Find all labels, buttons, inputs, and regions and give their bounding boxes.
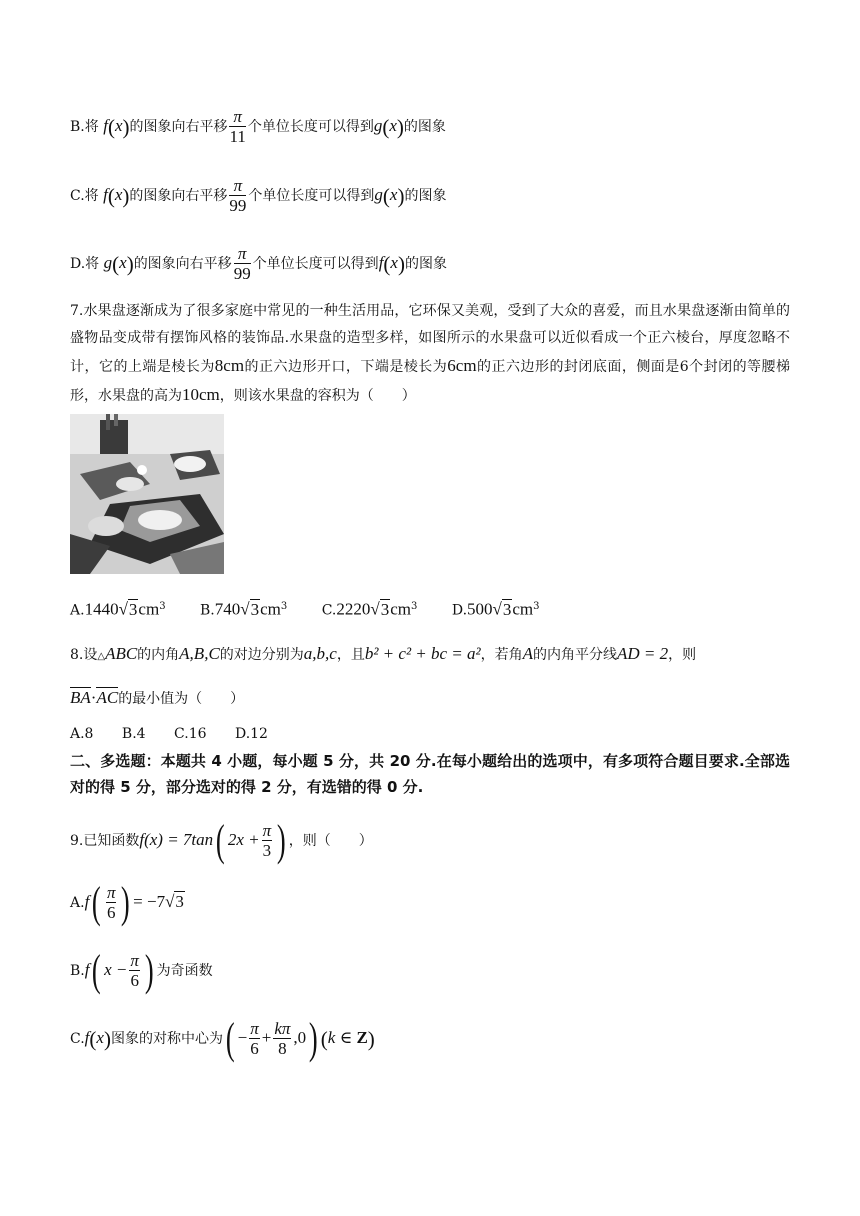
g-symbol: g — [373, 116, 383, 135]
question-8: 8.设△ABC的内角A,B,C的对边分别为a,b,c，且b² + c² + bc = a²，若角A的内角平分线AD = 2，则 — [70, 644, 697, 663]
option-d-label: D.将 — [70, 256, 100, 272]
option-c-text2: 个单位长度可以得到 — [248, 188, 375, 204]
f-symbol: f — [378, 253, 384, 272]
question-8-line2: BA·AC的最小值为（ ） — [70, 688, 245, 707]
q9-option-c: C.f(x)图象的对称中心为( − $\frac{\pi}{6}$ + $\frac{k\pi}{8}$ ,0) (k ∈ Z) — [70, 1014, 375, 1063]
option-b-text2: 个单位长度可以得到 — [247, 119, 374, 135]
fraction: $\frac{\pi}{11}$ — [229, 107, 246, 146]
question-7 — [70, 298, 790, 410]
q7-value-3: 10cm — [182, 385, 220, 404]
q8-choice-c: C.16 — [174, 726, 207, 742]
f-symbol: f — [103, 185, 108, 204]
option-b-label: B.将 — [70, 119, 99, 135]
g-symbol: g — [103, 253, 113, 272]
q8-choices — [70, 724, 292, 744]
x-symbol: x — [114, 116, 123, 135]
q8-choice-b: B.4 — [121, 726, 146, 742]
q9-option-a: A.f( $\frac{\pi}{6}$ ) = −7√3 — [70, 878, 184, 927]
q7-choice-c: $C.2220√3cm^3$ — [321, 599, 418, 619]
fruit-plate-photo — [70, 414, 224, 574]
vector-ac: AC — [96, 688, 119, 707]
option-d: D.将 g(x)的图象向右平移 $\frac{\pi}{99}$ 个单位长度可以得到f(x)的图象 — [70, 244, 447, 283]
vector-ba: BA — [70, 688, 91, 707]
option-d-text: 的图象向右平移 — [133, 256, 232, 272]
section-2-heading: 二、多选题：本题共 4 小题，每小题 5 分，共 20 分.在每小题给出的选项中，有多项符合题目要求.全部选对的得 5 分，部分选对的得 2 分，有选错的得 0 分. — [70, 752, 790, 796]
fraction: $\frac{\pi}{99}$ — [233, 244, 251, 283]
q8-choice-d: D.12 — [234, 726, 268, 742]
q7-text-2: 的正六边形开口，下端是棱长为 — [244, 359, 448, 375]
q7-value-1: 8cm — [214, 356, 245, 375]
q7-text-1: 7.水果盘逐渐成为了很多家庭中常见的一种生活用品，它环保又美观，受到了大众的喜爱，而且水果盘逐渐由简单的盛物品变成带有摆饰风格的装饰品.水果盘的造型多样，如图所示的水果盘可以近似看成一个正六棱台，厚度忽略不计，它的上端是棱长为 — [70, 303, 790, 375]
q7-choice-a: $A.1440√3cm^3$ — [70, 599, 166, 619]
option-c-text: 的图象向右平移 — [129, 188, 228, 204]
triangle-symbol: △ — [97, 651, 106, 662]
q7-value-2: 6cm — [447, 356, 477, 375]
option-b: B.将 f(x)的图象向右平移 $\frac{\pi}{11}$ 个单位长度可以得到g(x)的图象 — [70, 107, 446, 146]
q7-choice-d: $D.500√3cm^3$ — [451, 599, 540, 619]
q7-choices — [70, 597, 570, 621]
g-symbol: g — [374, 185, 383, 204]
fraction: $\frac{\pi}{99}$ — [229, 176, 247, 215]
option-c-label: C.将 — [70, 188, 99, 204]
q7-choice-b: $B.740√3cm^3$ — [200, 599, 288, 619]
f-symbol: f — [103, 116, 108, 135]
option-c: C.将 f(x)的图象向右平移 $\frac{\pi}{99}$ 个单位长度可以得到g(x)的图象 — [70, 176, 447, 215]
option-c-suffix: 的图象 — [404, 188, 447, 204]
q8-equation: b² + c² + bc = a² — [364, 644, 481, 663]
q7-text-4: ，则该水果盘的容积为（ ） — [219, 388, 416, 404]
q9-option-b: B.f( x − $\frac{\pi}{6}$ ) 为奇函数 — [70, 946, 213, 995]
q8-choice-a: A.8 — [70, 726, 94, 742]
option-d-suffix: 的图象 — [404, 256, 447, 272]
option-b-text: 的图象向右平移 — [129, 119, 228, 135]
option-d-text2: 个单位长度可以得到 — [252, 256, 379, 272]
q7-text-3: 的正六边形的封闭底面，侧面是6个封闭的等腰梯形，水果盘的高为 — [70, 359, 791, 404]
q9-function: f(x) = 7tan — [139, 830, 214, 849]
option-b-suffix: 的图象 — [403, 119, 446, 135]
question-9: 9.已知函数f(x) = 7tan( 2x + $\frac{\pi}{3}$ ) ，则（ ） — [70, 816, 373, 865]
